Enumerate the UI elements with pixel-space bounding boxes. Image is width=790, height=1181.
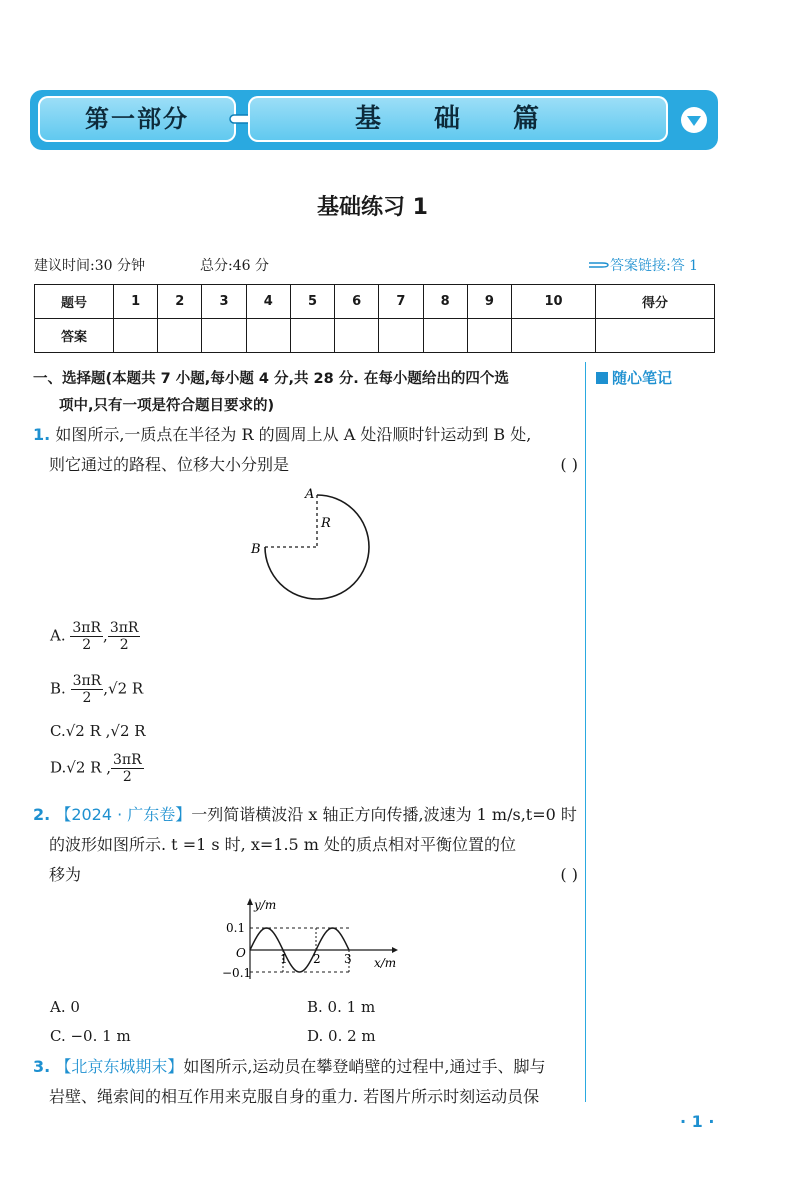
- separator: ,: [103, 626, 108, 645]
- question-text: 如图所示,运动员在攀登峭壁的过程中,通过手、脚与: [183, 1057, 546, 1076]
- answer-table: [34, 284, 715, 353]
- point-a-label: A: [305, 487, 315, 502]
- banner-section-label: 基 础 篇: [248, 96, 668, 142]
- table-cell: 4: [246, 285, 290, 319]
- table-cell: 8: [423, 285, 467, 319]
- wave-graph: [220, 895, 410, 985]
- question-text: 则它通过的路程、位移大小分别是: [49, 455, 290, 474]
- suggested-time: 建议时间:30 分钟: [34, 258, 145, 274]
- section-heading-line: 项中,只有一项是符合题目要求的): [59, 398, 275, 414]
- page-title: 基础练习 1: [317, 195, 428, 220]
- answer-blank[interactable]: ( ): [560, 865, 578, 884]
- notes-divider: [585, 362, 586, 1102]
- option-label: B.: [50, 679, 66, 698]
- table-cell: 2: [158, 285, 202, 319]
- banner-part-label: 第一部分: [38, 96, 236, 142]
- table-cell: 题号: [35, 285, 114, 319]
- answer-cell[interactable]: [423, 319, 467, 353]
- option-c[interactable]: [50, 722, 146, 740]
- question-number: 2.: [33, 805, 51, 824]
- option-label: A.: [50, 626, 66, 645]
- fraction-numerator: 3πR: [72, 620, 102, 636]
- question-3: [33, 1052, 578, 1112]
- option-label: D.: [50, 758, 67, 777]
- answer-cell[interactable]: [596, 319, 715, 353]
- answer-cell[interactable]: [335, 319, 379, 353]
- fraction-denominator: 2: [122, 769, 132, 785]
- question-number: 3.: [33, 1057, 51, 1076]
- table-cell: 得分: [596, 285, 715, 319]
- option-c[interactable]: C. −0. 1 m: [50, 1027, 131, 1045]
- question-2: [33, 800, 578, 890]
- answer-cell[interactable]: [511, 319, 595, 353]
- question-text: 如图所示,一质点在半径为 R 的圆周上从 A 处沿顺时针运动到 B 处,: [55, 425, 532, 444]
- y-tick-label: −0.1: [222, 966, 252, 980]
- notes-label: 随心笔记: [612, 369, 673, 387]
- separator: ,: [103, 679, 109, 698]
- fraction-denominator: 2: [119, 637, 129, 653]
- answer-cell[interactable]: [114, 319, 158, 353]
- option-a[interactable]: A. 0: [50, 998, 80, 1016]
- question-text: 移为: [49, 865, 82, 884]
- answer-cell[interactable]: [158, 319, 202, 353]
- fraction-denominator: 2: [82, 637, 92, 653]
- table-cell: 3: [202, 285, 246, 319]
- option-text: √2 R ,: [66, 758, 111, 777]
- notebook-icon: [596, 372, 608, 384]
- chevron-down-icon: [680, 106, 708, 134]
- table-cell: 7: [379, 285, 423, 319]
- option-text: √2 R: [108, 679, 144, 698]
- source-tag: 【北京东城期末】: [55, 1057, 184, 1076]
- section-heading-line: 一、选择题(本题共 7 小题,每小题 4 分,共 28 分. 在每小题给出的四个选: [33, 371, 509, 387]
- option-b[interactable]: [50, 673, 143, 706]
- origin-label: O: [236, 946, 246, 960]
- question-1: [33, 420, 578, 480]
- answer-link-text: 答案链接:答 1: [610, 258, 699, 274]
- table-row: [35, 285, 715, 319]
- section-heading: [33, 366, 578, 420]
- table-cell: 6: [335, 285, 379, 319]
- source-tag: 【2024 · 广东卷】: [55, 805, 192, 824]
- question-text: 岩壁、绳索间的相互作用来克服自身的重力. 若图片所示时刻运动员保: [49, 1087, 540, 1106]
- total-score: 总分:46 分: [200, 258, 269, 274]
- fraction-numerator: 3πR: [112, 752, 142, 768]
- answer-blank[interactable]: ( ): [560, 455, 578, 474]
- x-tick-label: 3: [344, 952, 352, 966]
- y-tick-label: 0.1: [226, 921, 246, 935]
- question-number: 1.: [33, 425, 51, 444]
- answer-link[interactable]: [588, 255, 698, 275]
- radius-label: R: [321, 516, 331, 531]
- option-label: C.: [50, 722, 66, 740]
- table-cell: 10: [511, 285, 595, 319]
- answer-cell[interactable]: [246, 319, 290, 353]
- fraction-numerator: 3πR: [109, 620, 139, 636]
- part-banner: [30, 90, 718, 150]
- x-axis-label: x/m: [374, 956, 397, 970]
- option-d[interactable]: D. 0. 2 m: [307, 1027, 376, 1045]
- x-tick-label: 1: [280, 952, 288, 966]
- table-row: [35, 319, 715, 353]
- option-text: √2 R ,√2 R: [65, 722, 146, 740]
- question-text: 一列简谐横波沿 x 轴正方向传播,波速为 1 m/s,t=0 时: [191, 805, 577, 824]
- option-a[interactable]: [50, 620, 140, 653]
- option-b[interactable]: B. 0. 1 m: [307, 998, 376, 1016]
- table-cell: 5: [290, 285, 334, 319]
- notes-heading: [596, 367, 672, 388]
- circle-path-figure: [245, 485, 385, 605]
- answer-cell[interactable]: [202, 319, 246, 353]
- pointing-hand-icon: [588, 259, 610, 271]
- table-cell: 1: [114, 285, 158, 319]
- y-axis-label: y/m: [254, 898, 277, 912]
- answer-cell[interactable]: [379, 319, 423, 353]
- fraction-denominator: 2: [82, 690, 92, 706]
- answer-cell[interactable]: [467, 319, 511, 353]
- x-tick-label: 2: [313, 952, 321, 966]
- point-b-label: B: [251, 542, 261, 557]
- table-cell: 9: [467, 285, 511, 319]
- fraction-numerator: 3πR: [72, 673, 102, 689]
- answer-cell[interactable]: [290, 319, 334, 353]
- page-number: · 1 ·: [680, 1112, 715, 1131]
- table-cell: 答案: [35, 319, 114, 353]
- option-d[interactable]: [50, 752, 144, 785]
- question-text: 的波形如图所示. t =1 s 时, x=1.5 m 处的质点相对平衡位置的位: [49, 835, 517, 854]
